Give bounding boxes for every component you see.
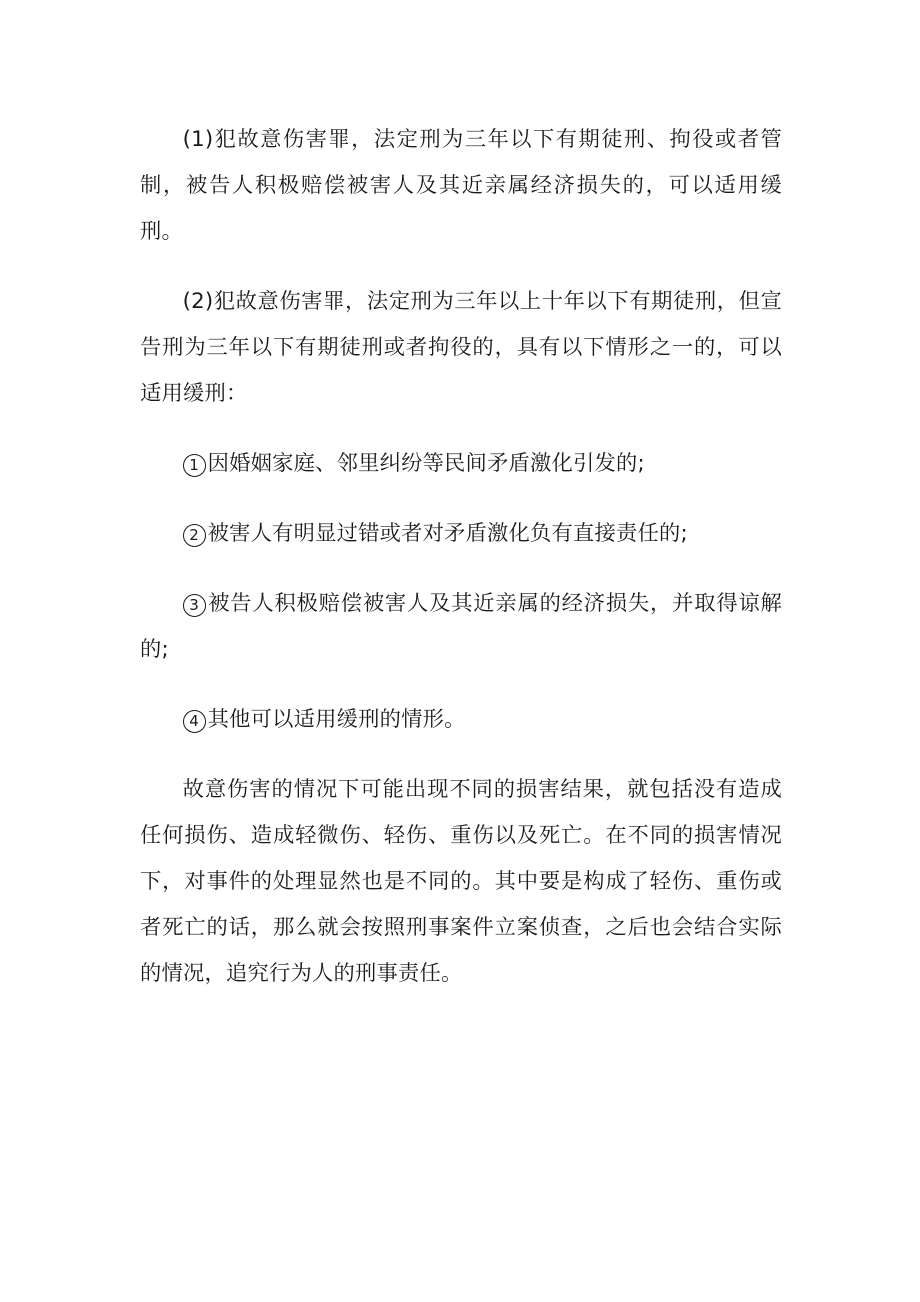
closing-paragraph: 故意伤害的情况下可能出现不同的损害结果，就包括没有造成任何损伤、造成轻微伤、轻伤、重伤以及死亡。在不同的损害情况下，对事件的处理显然也是不同的。其中要是构成了轻伤、重伤或者死亡的话，那么就会按照刑事案件立案侦查，之后也会结合实际的情况，追究行为人的刑事责任。: [140, 777, 782, 986]
list-item-text: 其他可以适用缓刑的情形。: [207, 707, 466, 732]
circled-number-3: 3: [183, 594, 206, 617]
list-item: [140, 697, 782, 743]
circled-number-4: 4: [183, 710, 206, 733]
paragraph-1: (1)犯故意伤害罪，法定刑为三年以下有期徒刑、拘役或者管制，被告人积极赔偿被害人及其近亲属经济损失的，可以适用缓刑。: [140, 127, 782, 244]
circled-number-1: 1: [183, 454, 206, 477]
paragraph-2: (2)犯故意伤害罪，法定刑为三年以上十年以下有期徒刑，但宣告刑为三年以下有期徒刑或者拘役的，具有以下情形之一的，可以适用缓刑：: [140, 289, 782, 406]
circled-number-2: 2: [183, 524, 206, 547]
list-item-text: 被告人积极赔偿被害人及其近亲属的经济损失，并取得谅解的;: [140, 591, 782, 662]
document-body: [140, 117, 782, 997]
list-item-text: 被害人有明显过错或者对矛盾激化负有直接责任的;: [207, 521, 688, 546]
list-item-text: 因婚姻家庭、邻里纠纷等民间矛盾激化引发的;: [207, 451, 645, 476]
list-item: [140, 581, 782, 673]
list-item: [140, 511, 782, 557]
list-item: [140, 441, 782, 487]
